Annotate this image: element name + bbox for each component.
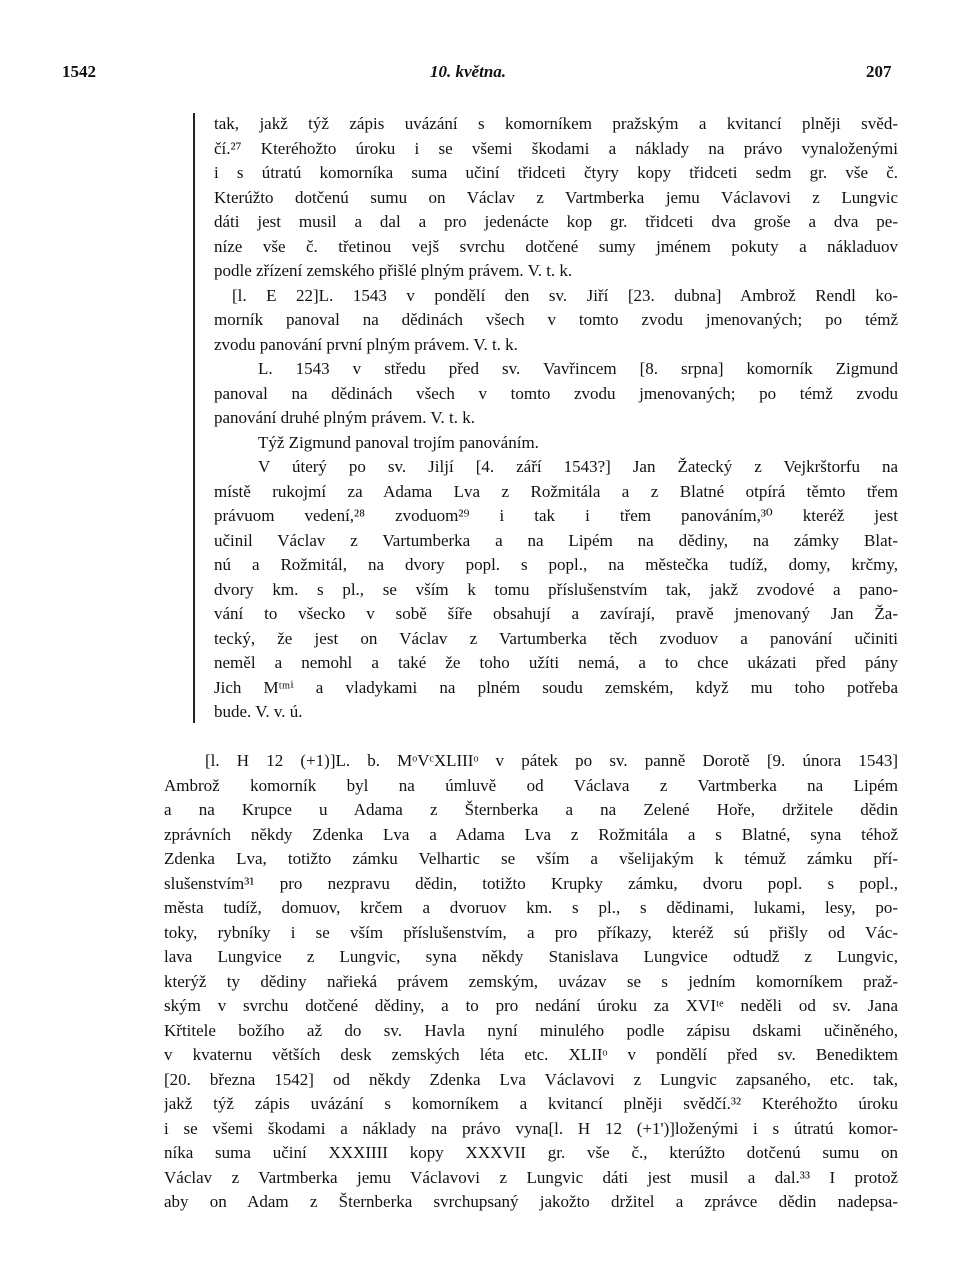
text-line: Václav z Vartmberka jemu Václavovi z Lungvic dáti jest musil a dal.³³ I protož [164, 1167, 898, 1187]
page-number: 207 [866, 62, 892, 81]
text-line: podle zřízení zemského přišlé plným právem. V. t. k. [214, 261, 573, 280]
text-line: Ambrož komorník byl na úmluvě od Václava z Vartmberka na Lipém [164, 775, 898, 795]
text-line: v kvaternu větších desk zemských léta etc. XLIIᵒ v pondělí před sv. Benediktem [164, 1045, 898, 1064]
text-block-2 [164, 749, 898, 1215]
text-line: panoval na dědinách všech v tomto zvodu jmenovaných; po témž zvodu [214, 383, 898, 403]
text-line: ským v svrchu dotčené dědiny, a to pro nedání úroku za XVIᵗᵉ neděli od sv. Jana [164, 996, 898, 1015]
text-line: města tudíž, domuov, krčem a dvoruov km. s pl., s dědinami, lukami, lesy, po- [164, 898, 898, 917]
text-line: [l. H 12 (+1)]L. b. MᵒVᶜXLIIIᵒ v pátek po sv. panně Dorotě [9. února 1543] [205, 751, 898, 770]
text-line: aby on Adam z Šternberka svrchupsaný jakožto držitel a zprávce dědin nadepsa- [164, 1192, 898, 1211]
text-line: i se všemi škodami a náklady na právo vyna[l. H 12 (+1')]loženými i s útratú komor- [164, 1118, 898, 1138]
text-line: i s útratú komorníka suma učiní třidceti čtyry kopy třidceti sedm gr. vše č. [214, 163, 898, 182]
text-line: místě rukojmí za Adama Lva z Rožmitála a z Blatné otpírá těmto třem [214, 481, 898, 501]
text-line: [l. E 22]L. 1543 v pondělí den sv. Jiří [23. dubna] Ambrož Rendl ko- [232, 285, 898, 305]
header-date: 10. května. [430, 62, 507, 81]
text-line: panování druhé plným právem. V. t. k. [214, 408, 475, 427]
text-line: níka suma učiní XXXIIII kopy XXXVII gr. vše č., kterúžto dotčenú sumu on [164, 1143, 898, 1162]
text-line: Zdenka Lva, totižto zámku Velhartic se vším a všelijakým k témuž zámku pří- [164, 849, 898, 868]
text-block-1 [214, 112, 898, 725]
text-line: slušenstvím³¹ pro nezpravu dědin, totižto Krupky zámku, dvoru popl. s popl., [164, 873, 898, 893]
text-line: tecký, že jest on Václav z Vartumberka těch zvoduov a panování učiniti [214, 628, 898, 648]
text-line: bude. V. v. ú. [214, 702, 303, 721]
text-line: čí.²⁷ Kteréhožto úroku i se všemi škodami a náklady na právo vynaloženými [214, 138, 898, 158]
text-line: nú a Rožmitál, na dvory popl. s popl., na městečka tudíž, domy, krčmy, [214, 555, 898, 574]
text-line: jakž týž zápis uvázání s komorníkem a kvitancí plněji svědčí.³² Kteréhožto úroku [164, 1094, 898, 1113]
text-line: neměl a nemohl a také že toho užíti nemá, a to chce ukázati před pány [214, 653, 898, 672]
text-line: [20. března 1542] od někdy Zdenka Lva Václavovi z Lungvic zapsaného, etc. tak, [164, 1069, 898, 1089]
text-line: a na Krupce u Adama z Šternberka a na Zelené Hoře, držitele dědin [164, 800, 898, 819]
text-line: zprávních někdy Zdenka Lva a Adama Lva z Rožmitála a s Blatné, syna téhož [164, 824, 898, 844]
text-line: dáti jest musil a dal a pro jedenácte kop gr. třidceti dva groše a dva pe- [214, 212, 898, 231]
text-line: Jich Mᵗᵐⁱ a vladykami na plném soudu zemském, když mu toho potřeba [214, 677, 898, 697]
text-line: vání to všecko v sobě šíře obsahují a zavírají, pravě jmenovaný Jan Ža- [214, 604, 898, 623]
text-line: L. 1543 v středu před sv. Vavřincem [8. srpna] komorník Zigmund [258, 359, 898, 378]
text-line: Kterúžto dotčenú sumu on Václav z Vartmberka jemu Václavovi z Lungvic [214, 187, 898, 207]
text-line: V úterý po sv. Jiljí [4. září 1543?] Jan Žatecký z Vejkrštorfu na [258, 457, 898, 476]
text-line: právuom vedení,²⁸ zvoduom²⁹ i tak i třem panováním,³⁰ kteréž jest [214, 506, 898, 525]
header-year: 1542 [62, 62, 96, 81]
text-line: morník panoval na dědinách všech v tomto zvodu jmenovaných; po témž [214, 310, 898, 329]
margin-rule [193, 113, 195, 723]
text-line: kterýž ty dědiny nařieká právem zemským, uvázav se s jedním komorníkem praž- [164, 971, 898, 991]
text-line: toky, rybníky i se vším příslušenstvím, a pro příkazy, kteréž sú přišly od Vác- [164, 922, 898, 942]
text-line: lava Lungvice z Lungvic, syna někdy Stanislava Lungvice odtudž z Lungvic, [164, 947, 898, 966]
text-line: učinil Václav z Vartumberka a na Lipém na dědiny, na zámky Blat- [214, 530, 898, 550]
text-line: dvory km. s pl., se vším k tomu příslušenstvím tak, jakž zvodové a pano- [214, 579, 898, 599]
text-line: tak, jakž týž zápis uvázání s komorníkem pražským a kvitancí plněji svěd- [214, 114, 898, 133]
text-line: Křtitele božího až do sv. Havla nyní minulého podle zápisu dskami učiněného, [164, 1020, 898, 1040]
text-line: Týž Zigmund panoval trojím panováním. [258, 432, 539, 452]
text-line: zvodu panování první plným právem. V. t. k. [214, 334, 518, 354]
running-header [0, 62, 960, 92]
text-line: níze vše č. třetinou vejš svrchu dotčené sumy jménem pokuty a nákladuov [214, 236, 898, 256]
